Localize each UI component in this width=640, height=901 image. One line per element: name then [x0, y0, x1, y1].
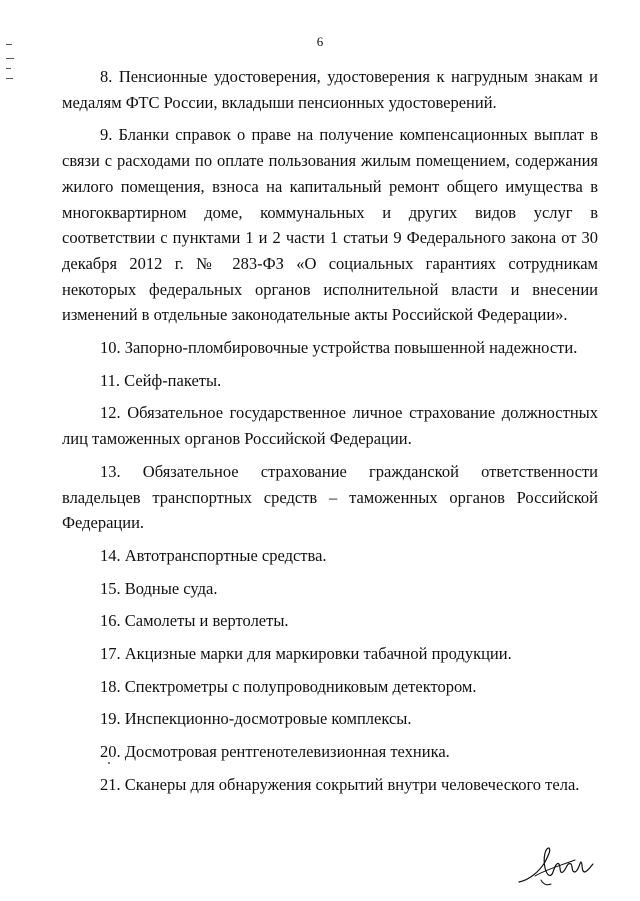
list-item-18: 18. Спектрометры с полупроводниковым детектором. [100, 676, 477, 696]
margin-mark [6, 78, 13, 79]
stray-dot [108, 762, 110, 764]
list-item-9: 9. Бланки справок о праве на получение компенсационных выплат в связи с расходами по оплате пользования жилым помещением, содержания жилого помещения, взноса на капитальный ремонт общего имущества в многоквартирном доме, коммунальных и других видов услуг в соответствии с пунктами 1 и 2 части 1 статьи 9 Федерального закона от 30 декабря 2012 г. № 283-ФЗ «О социальных гарантиях сотрудникам некоторых федеральных органов исполнительной власти и внесении изменений в отдельные законодательные акты Российской Федерации». [62, 125, 598, 325]
list-item-19: 19. Инспекционно-досмотровые комплексы. [100, 709, 412, 729]
margin-mark [6, 44, 12, 45]
list-item-16: 16. Самолеты и вертолеты. [100, 611, 289, 631]
list-item-20: 20. Досмотровая рентгенотелевизионная техника. [100, 742, 450, 762]
list-item-21: 21. Сканеры для обнаружения сокрытий внутри человеческого тела. [100, 774, 580, 794]
list-item-10: 10. Запорно-пломбировочные устройства повышенной надежности. [100, 338, 578, 358]
list-item-17: 17. Акцизные марки для маркировки табачной продукции. [100, 644, 512, 664]
margin-mark [6, 68, 11, 69]
margin-mark [6, 58, 14, 59]
signature-icon [515, 842, 595, 890]
page-number: 6 [316, 34, 324, 49]
document-body [62, 64, 598, 798]
margin-marks [6, 40, 16, 90]
list-item-15: 15. Водные суда. [100, 578, 218, 598]
list-item-13: 13. Обязательное страхование гражданской ответственности владельцев транспортных средств – таможенных органов Российской Федерации. [62, 461, 598, 533]
list-item-11: 11. Сейф-пакеты. [100, 370, 222, 390]
list-item-14: 14. Автотранспортные средства. [100, 545, 327, 565]
list-item-12: 12. Обязательное государственное личное страхование должностных лиц таможенных органов Российской Федерации. [62, 403, 598, 449]
list-item-8: 8. Пенсионные удостоверения, удостоверения к нагрудным знакам и медалям ФТС России, вкладыши пенсионных удостоверений. [62, 67, 598, 112]
